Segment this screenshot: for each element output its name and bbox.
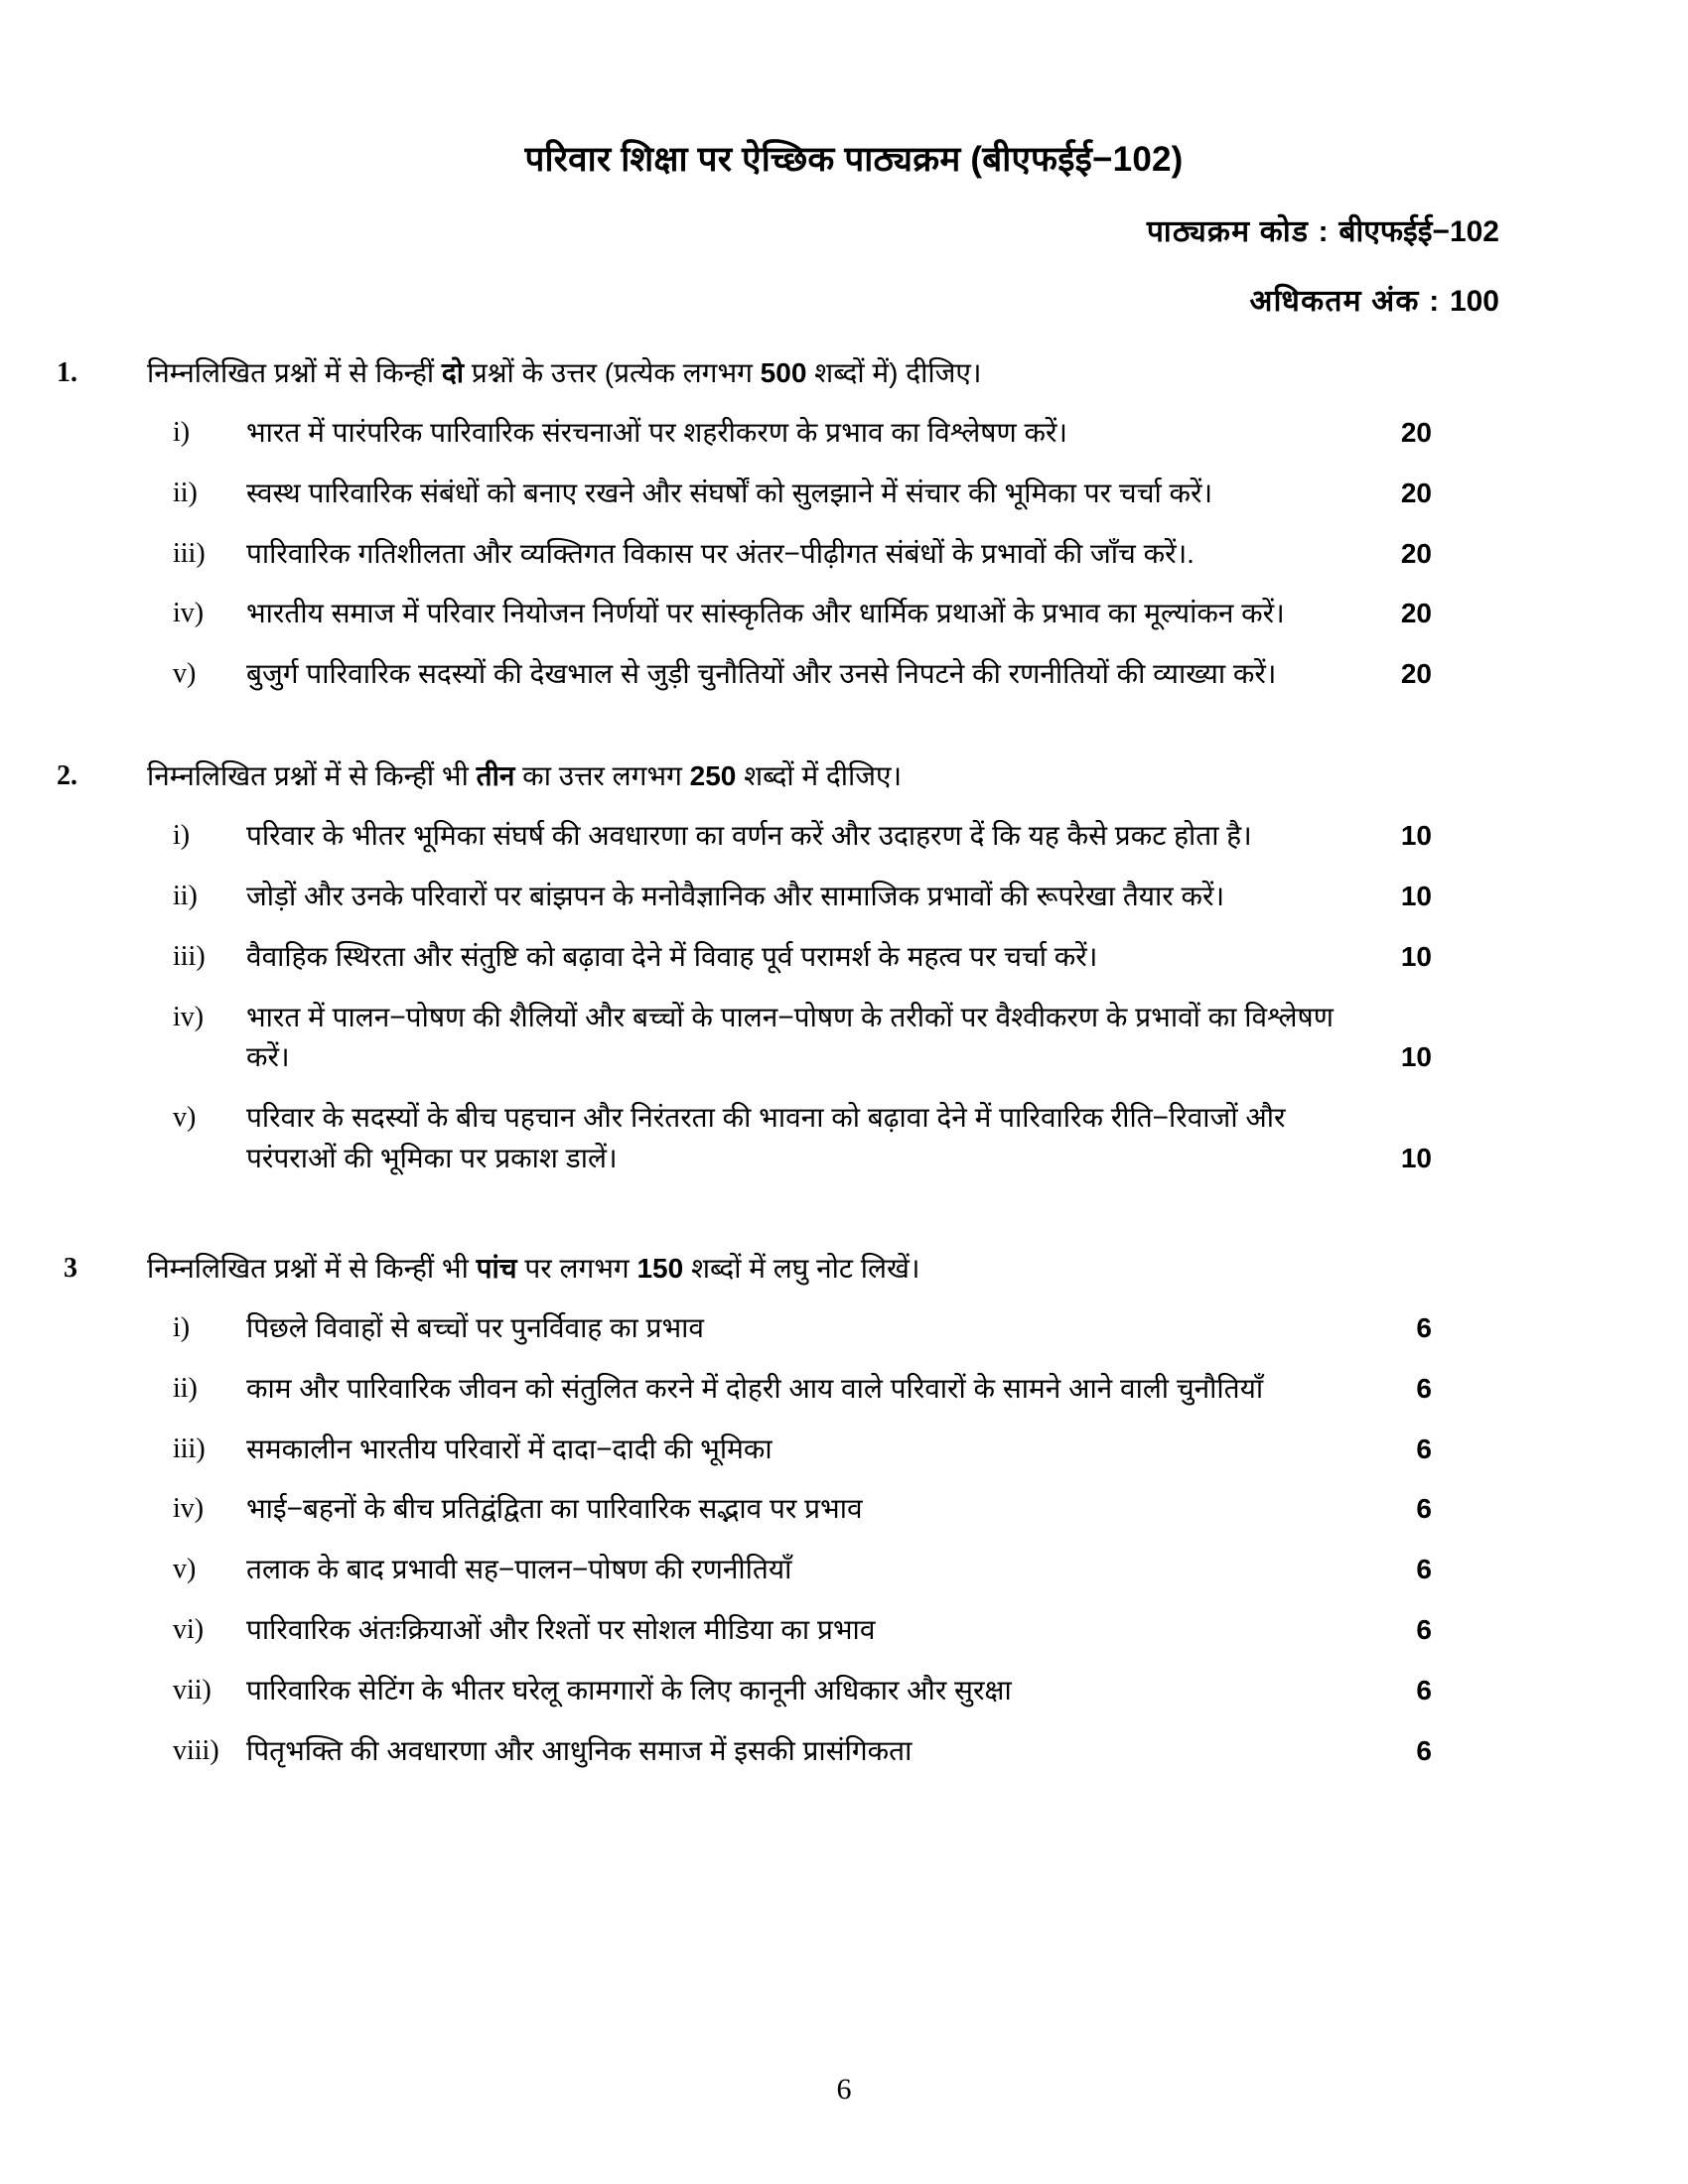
question-item [0,594,1688,634]
stem-fragment: पांच [476,1253,517,1284]
stem-fragment: 150 [636,1253,684,1284]
item-label: iv) [173,1001,205,1032]
item-label: iii) [173,537,206,569]
question-item [0,1430,1688,1470]
question-block [0,756,1688,1179]
item-marks: 10 [1400,1143,1432,1174]
question-stem [0,756,1688,796]
item-text: काम और पारिवारिक जीवन को संतुलित करने में दोहरी आय वाले परिवारों के सामने आने वाली चुनौतियाँ [246,1372,1264,1404]
question-items [0,1308,1688,1772]
stem-fragment: 500 [760,357,807,388]
item-label: vii) [173,1675,211,1706]
question-item [0,1489,1688,1530]
stem-fragment: शब्दों में लघु नोट लिखें। [683,1253,920,1284]
stem-fragment: निम्नलिखित प्रश्नों में से किन्हीं [147,357,442,388]
item-marks: 6 [1416,1614,1432,1646]
item-label: iii) [173,940,206,972]
question-stem-text [99,756,1688,796]
item-text: परिवार के भीतर भूमिका संघर्ष की अवधारणा का वर्णन करें और उदाहरण दें कि यह कैसे प्रकट होता है। [246,819,1252,851]
item-marks: 10 [1400,880,1432,911]
question-stem-text [99,353,1688,393]
item-text: पारिवारिक गतिशीलता और व्यक्तिगत विकास पर अंतर−पीढ़ीगत संबंधों के प्रभावों की जाँच करें।. [246,537,1195,569]
item-label: ii) [173,880,198,911]
question-item [0,816,1688,857]
question-block [0,1249,1688,1772]
item-marks: 10 [1400,1041,1432,1073]
item-marks: 10 [1400,819,1432,851]
item-text: तलाक के बाद प्रभावी सह−पालन−पोषण की रणनीतियाँ [246,1554,792,1585]
course-code-value: बीएफईई−102 [1338,215,1499,248]
item-text: भारतीय समाज में परिवार नियोजन निर्णयों पर सांस्कृतिक और धार्मिक प्रथाओं के प्रभाव का मूल्यांकन करें। [246,598,1285,629]
stem-fragment: प्रश्नों के उत्तर (प्रत्येक लगभग [464,357,761,388]
item-label: viii) [173,1734,219,1766]
page-number: 6 [836,2073,852,2106]
question-item [0,998,1688,1079]
item-marks: 20 [1400,416,1432,448]
item-text: भारत में पारंपरिक पारिवारिक संरचनाओं पर शहरीकरण के प्रभाव का विश्लेषण करें। [246,416,1068,448]
question-number: 2. [57,760,77,792]
item-text: पितृभक्ति की अवधारणा और आधुनिक समाज में इसकी प्रासंगिकता [246,1734,913,1766]
question-item [0,877,1688,917]
stem-fragment: निम्नलिखित प्रश्नों में से किन्हीं भी [147,1253,477,1284]
question-item [0,413,1688,454]
max-marks-label: अधिकतम अंक : [1249,285,1441,318]
question-number: 1. [57,357,77,388]
question-item [0,1610,1688,1651]
item-text: समकालीन भारतीय परिवारों में दादा−दादी की भूमिका [246,1433,773,1464]
course-code-label: पाठ्यक्रम कोड : [1146,215,1330,248]
question-stem [0,353,1688,393]
item-marks: 10 [1400,940,1432,972]
item-marks: 6 [1416,1554,1432,1585]
item-text: वैवाहिक स्थिरता और संतुष्टि को बढ़ावा देने में विवाह पूर्व परामर्श के महत्व पर चर्चा करें। [246,940,1098,972]
item-label: vi) [173,1614,205,1646]
question-item [0,1369,1688,1410]
stem-fragment: शब्दों में दीजिए। [736,760,903,792]
question-item [0,534,1688,575]
question-item [0,1098,1688,1179]
item-marks: 20 [1400,598,1432,629]
question-number: 3 [64,1253,77,1284]
question-item [0,1550,1688,1590]
stem-fragment: शब्दों में) दीजिए। [806,357,982,388]
item-text: भाई−बहनों के बीच प्रतिद्वंद्विता का पारिवारिक सद्भाव पर प्रभाव [246,1493,863,1525]
page-title: परिवार शिक्षा पर ऐच्छिक पाठ्यक्रम (बीएफईई−102) [524,140,1184,179]
question-item [0,1308,1688,1349]
item-marks: 20 [1400,477,1432,508]
stem-fragment: पर लगभग [516,1253,637,1284]
item-label: v) [173,1554,197,1585]
questions-container [0,353,1688,1772]
stem-fragment: तीन [476,760,515,792]
item-label: i) [173,1311,191,1343]
question-block [0,353,1688,695]
stem-fragment: का उत्तर लगभग [514,760,690,792]
item-marks: 6 [1416,1493,1432,1525]
item-text: परिवार के सदस्यों के बीच पहचान और निरंतरता की भावना को बढ़ावा देने में पारिवारिक रीति−रिवाजों और परंपराओं की भूमिका पर प्रकाश डालें। [246,1102,1286,1174]
item-label: i) [173,819,191,851]
item-label: ii) [173,1372,198,1404]
course-code-line [0,214,1688,250]
item-marks: 20 [1400,537,1432,569]
question-stem [0,1249,1688,1289]
item-text: पिछले विवाहों से बच्चों पर पुनर्विवाह का प्रभाव [246,1311,704,1343]
item-label: v) [173,658,197,690]
item-label: iv) [173,1493,205,1525]
question-item [0,1731,1688,1772]
stem-fragment: 250 [689,760,737,792]
item-label: ii) [173,477,198,508]
item-marks: 6 [1416,1311,1432,1343]
max-marks-value: 100 [1449,285,1499,318]
question-items [0,816,1688,1179]
item-label: iii) [173,1433,206,1464]
question-item [0,654,1688,695]
question-item [0,1671,1688,1711]
max-marks-line [0,284,1688,320]
item-text: बुजुर्ग पारिवारिक सदस्यों की देखभाल से जुड़ी चुनौतियों और उनसे निपटने की रणनीतियों की व्याख्या करें। [246,658,1277,690]
stem-fragment: निम्नलिखित प्रश्नों में से किन्हीं भी [147,760,477,792]
item-marks: 6 [1416,1734,1432,1766]
item-marks: 6 [1416,1433,1432,1464]
question-item [0,474,1688,514]
item-marks: 6 [1416,1372,1432,1404]
item-text: स्वस्थ पारिवारिक संबंधों को बनाए रखने और संघर्षों को सुलझाने में संचार की भूमिका पर चर्चा करें। [246,477,1213,508]
item-marks: 6 [1416,1675,1432,1706]
item-text: पारिवारिक सेटिंग के भीतर घरेलू कामगारों के लिए कानूनी अधिकार और सुरक्षा [246,1675,1012,1706]
question-items [0,413,1688,695]
item-text: भारत में पालन−पोषण की शैलियों और बच्चों के पालन−पोषण के तरीकों पर वैश्वीकरण के प्रभावों का विश्लेषण करें। [246,1001,1334,1073]
item-label: iv) [173,598,205,629]
stem-fragment: दो [441,357,465,388]
item-text: पारिवारिक अंतःक्रियाओं और रिश्तों पर सोशल मीडिया का प्रभाव [246,1614,876,1646]
question-stem-text [99,1249,1688,1289]
question-item [0,937,1688,978]
item-label: v) [173,1102,197,1134]
item-marks: 20 [1400,658,1432,690]
item-label: i) [173,416,191,448]
item-text: जोड़ों और उनके परिवारों पर बांझपन के मनोवैज्ञानिक और सामाजिक प्रभावों की रूपरेखा तैयार करें। [246,880,1225,911]
